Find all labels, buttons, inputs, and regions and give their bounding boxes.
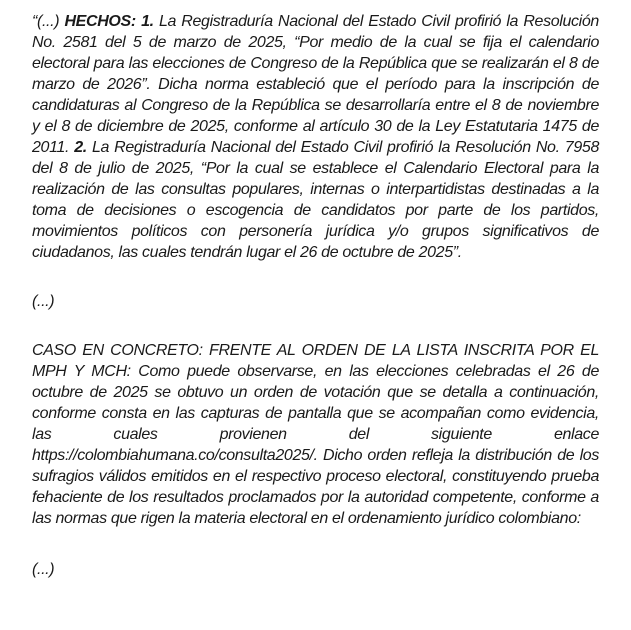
ellipsis-1: (...) xyxy=(32,293,55,310)
item-2-text: La Registraduría Nacional del Estado Civil profirió la Resolución No. 7958 del 8 de julio de 2025, “Por la cual se establece el Calendario Electoral para la realización de las consultas populares, internas o interpartidistas destinadas a la toma de decisiones o escogencia de candidatos por parte de los partidos, movimientos políticos con personería jurídica y/o grupos significativos de ciudadanos, las cuales tendrán lugar el 26 de octubre de 2025”. xyxy=(32,139,599,261)
caso-en-concreto-paragraph: CASO EN CONCRETO: FRENTE AL ORDEN DE LA LISTA INSCRITA POR EL MPH Y MCH: Como puede observarse, en las elecciones celebradas el 26 de octubre de 2025 se obtuvo un orden de votación que se detalla a continuación, conforme consta en las capturas de pantalla que se acompañan como evidencia, las cuales provienen del siguiente enlace https://colombiahumana.co/consulta2025/. Dicho orden refleja la distribución de los sufragios válidos emitidos en el respectivo proceso electoral, constituyendo prueba fehaciente de los resultados proclamados por la autoridad competente, conforme a las normas que rigen la materia electoral en el ordenamiento jurídico colombiano: xyxy=(32,342,599,527)
hechos-paragraph xyxy=(32,11,599,263)
open-quote: “(...) xyxy=(32,13,65,30)
item-1-number: 1. xyxy=(141,13,154,30)
ellipsis-2: (...) xyxy=(32,561,55,578)
document-page xyxy=(32,11,599,580)
item-1-text: La Registraduría Nacional del Estado Civil profirió la Resolución No. 2581 del 5 de marzo de 2025, “Por medio de la cual se fija el calendario electoral para las elecciones de Congreso de la República que se realizarán el 8 de marzo de 2026”. Dicha norma estableció que el período para la inscripción de candidaturas al Congreso de la República se desarrollaría entre el 8 de noviembre y el 8 de diciembre de 2025, conforme al artículo 30 de la Ley Estatutaria 1475 de 2011. xyxy=(32,13,599,156)
item-2-number: 2. xyxy=(74,139,87,156)
hechos-label: HECHOS: xyxy=(64,13,136,30)
